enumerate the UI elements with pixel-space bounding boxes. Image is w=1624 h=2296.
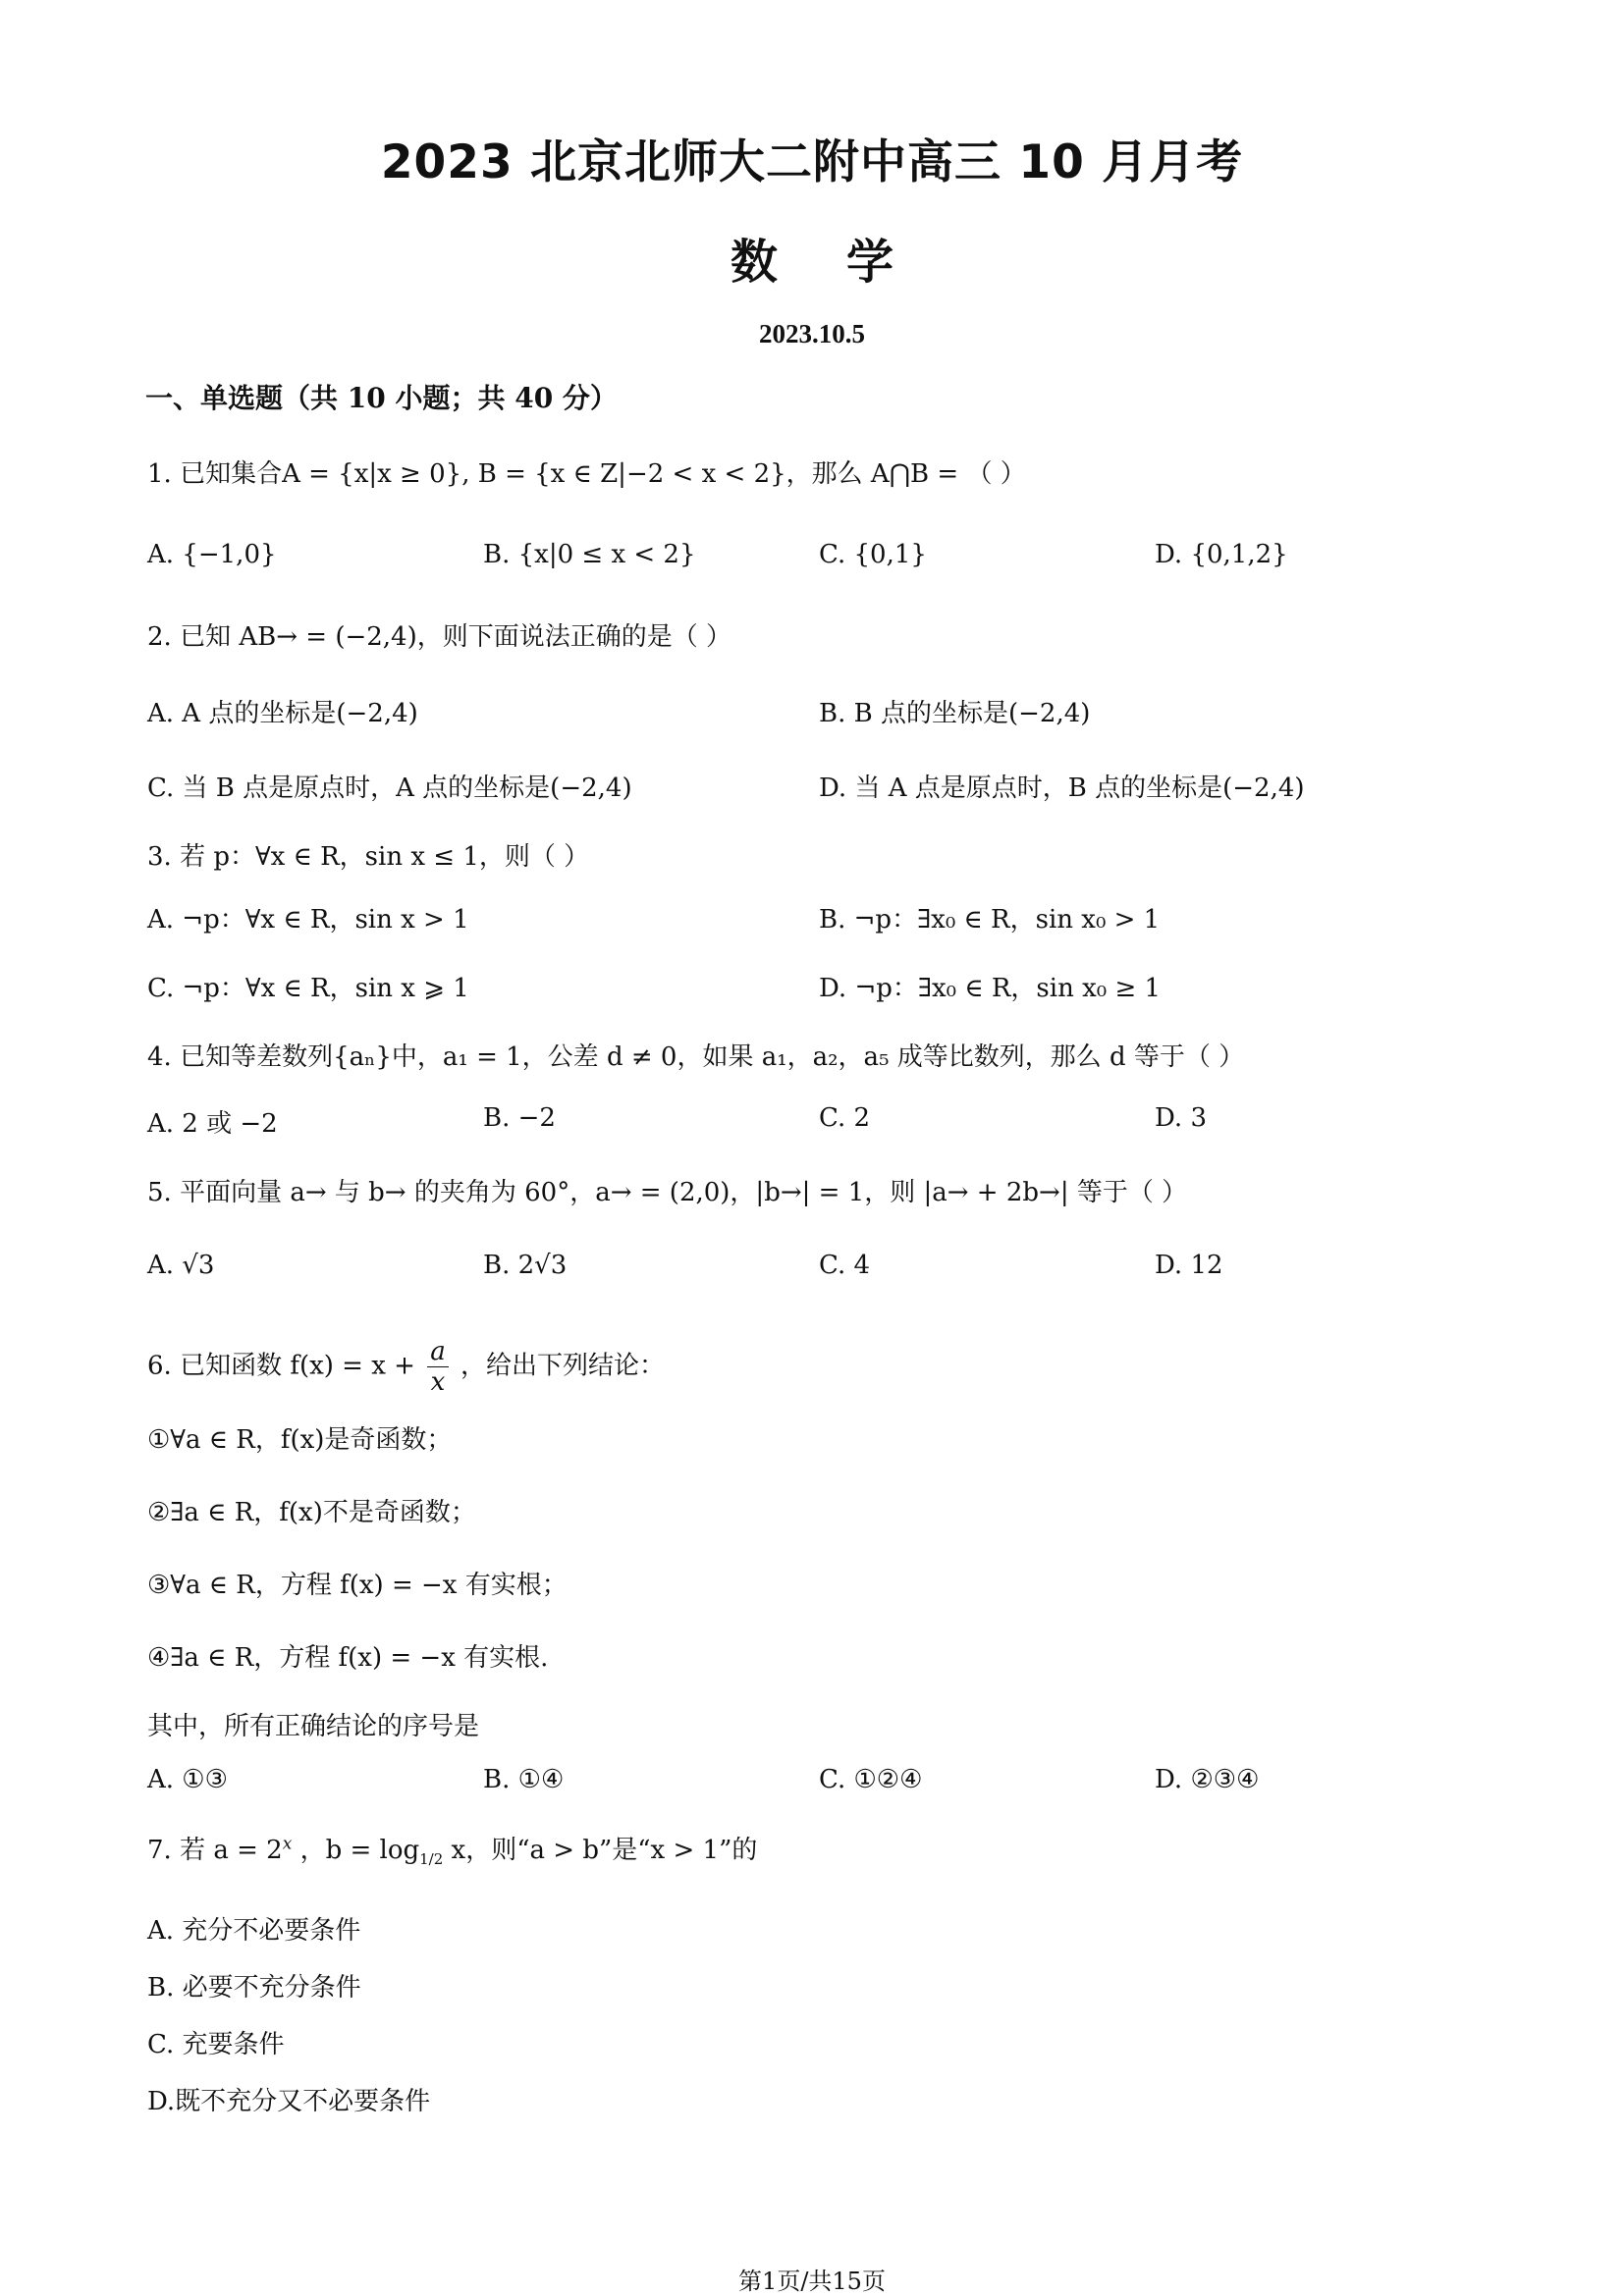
q3-option-d: D. ¬p：∃x₀ ∈ R，sin x₀ ≥ 1 <box>819 974 1162 1003</box>
q6-statement-1: ①∀a ∈ R，f(x)是奇函数； <box>147 1425 453 1455</box>
q7-option-a: A. 充分不必要条件 <box>147 1916 361 1946</box>
q7-stem-prefix: 7. 若 a = 2 <box>147 1836 283 1865</box>
q7-stem-mid: ，b = log <box>299 1836 420 1865</box>
q5-option-a: A. √3 <box>147 1251 215 1280</box>
q7-stem-suffix: x，则“a > b”是“x > 1”的 <box>451 1836 758 1865</box>
q4-option-c: C. 2 <box>819 1103 871 1133</box>
q6-option-a: A. ①③ <box>147 1765 228 1794</box>
question-1-stem: 1. 已知集合A = {x|x ≥ 0}, B = {x ∈ Z|−2 < x < 2}，那么 A⋂B = （ ） <box>147 459 1026 489</box>
q6-frac-num: a <box>427 1337 449 1367</box>
question-2-stem: 2. 已知 AB→ = (−2,4)，则下面说法正确的是（ ） <box>147 622 732 652</box>
q3-option-c: C. ¬p：∀x ∈ R，sin x ⩾ 1 <box>147 974 469 1003</box>
q3-option-a: A. ¬p：∀x ∈ R，sin x > 1 <box>147 905 469 934</box>
q4-option-b: B. −2 <box>483 1103 556 1133</box>
q2-option-b: B. B 点的坐标是(−2,4) <box>819 699 1091 728</box>
q6-statement-2: ②∃a ∈ R，f(x)不是奇函数； <box>147 1498 476 1527</box>
q5-option-c: C. 4 <box>819 1251 871 1280</box>
q1-option-d: D. {0,1,2} <box>1155 540 1288 569</box>
q1-option-a: A. {−1,0} <box>147 540 277 569</box>
q1-option-c: C. {0,1} <box>819 540 927 569</box>
q2-option-a: A. A 点的坐标是(−2,4) <box>147 699 418 728</box>
exam-date: 2023.10.5 <box>759 319 865 348</box>
q1-option-b: B. {x|0 ≤ x < 2} <box>483 540 696 569</box>
q5-option-b: B. 2√3 <box>483 1251 568 1280</box>
question-4-stem: 4. 已知等差数列{aₙ}中，a₁ = 1，公差 d ≠ 0，如果 a₁，a₂，a₅ 成等比数列，那么 d 等于（ ） <box>147 1042 1245 1072</box>
q7-log-base: 1/2 <box>419 1850 444 1869</box>
subject-heading: 数学 <box>730 235 962 290</box>
q6-statement-3: ③∀a ∈ R，方程 f(x) = −x 有实根； <box>147 1571 568 1600</box>
question-3-stem: 3. 若 p：∀x ∈ R，sin x ≤ 1，则（ ） <box>147 842 590 872</box>
q7-option-c: C. 充要条件 <box>147 2030 285 2059</box>
q6-option-b: B. ①④ <box>483 1765 565 1794</box>
q2-option-d: D. 当 A 点是原点时，B 点的坐标是(−2,4) <box>819 774 1305 803</box>
q6-stem-suffix: ，给出下列结论： <box>460 1351 665 1381</box>
page-title: 2023 北京北师大二附中高三 10 月月考 <box>380 135 1244 189</box>
q6-frac-den: x <box>430 1367 446 1397</box>
question-5-stem: 5. 平面向量 a→ 与 b→ 的夹角为 60°，a→ = (2,0)，|b→| = 1，则 |a→ + 2b→| 等于（ ） <box>147 1178 1188 1207</box>
section-heading: 一、单选题（共 10 小题；共 40 分） <box>145 382 618 414</box>
q6-fraction <box>427 1337 449 1397</box>
q2-option-c: C. 当 B 点是原点时，A 点的坐标是(−2,4) <box>147 774 632 803</box>
q7-exponent: x <box>282 1834 293 1854</box>
question-6-stem <box>147 1337 665 1397</box>
q7-option-d: D.既不充分又不必要条件 <box>147 2087 431 2116</box>
q6-option-d: D. ②③④ <box>1155 1765 1260 1794</box>
q4-option-a: A. 2 或 −2 <box>147 1109 278 1139</box>
q6-statement-4: ④∃a ∈ R，方程 f(x) = −x 有实根. <box>147 1643 549 1673</box>
q6-stem-prefix: 6. 已知函数 f(x) = x + <box>147 1351 415 1381</box>
q5-option-d: D. 12 <box>1155 1251 1223 1280</box>
q4-option-d: D. 3 <box>1155 1103 1207 1133</box>
question-7-stem <box>147 1830 757 1868</box>
q7-option-b: B. 必要不充分条件 <box>147 1973 361 2002</box>
q6-option-c: C. ①②④ <box>819 1765 923 1794</box>
page-footer: 第1页/共15页 <box>738 2268 886 2295</box>
q3-option-b: B. ¬p：∃x₀ ∈ R，sin x₀ > 1 <box>819 905 1161 934</box>
q6-ask: 其中，所有正确结论的序号是 <box>147 1712 480 1741</box>
